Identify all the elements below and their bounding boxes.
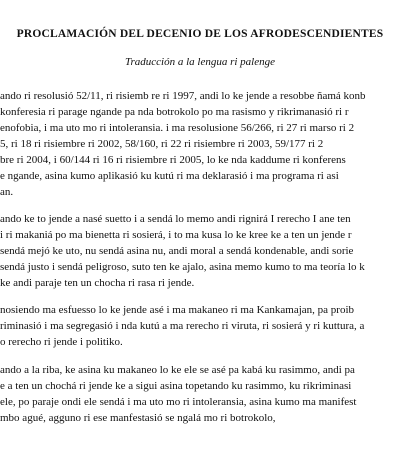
text-line: mbo agué, agguno ri ese manfestasió se ngalá mo ri botrokolo, [0, 412, 276, 424]
text-line: ando a la riba, ke asina ku makaneo lo ke ele se asé pa kabá ku rasimmo, andi pa [0, 364, 355, 376]
paragraph-1 [0, 88, 400, 200]
text-line: e ngande, asina kumo aplikasió ku kutú ri ma deklarasió i ma programa ri asi [0, 170, 339, 182]
text-line: 5, ri 18 ri risiembre ri 2002, 58/160, ri 22 ri risiembre ri 2003, 59/177 ri 2 [0, 138, 324, 150]
paragraph-3 [0, 302, 400, 350]
text-line: an. [0, 186, 14, 198]
text-line: sendá mejó ke uto, nu sendá asina nu, andi moral a sendá kondenable, andi sorie [0, 245, 354, 257]
text-line: ke andi paraje ten un chocha ri rasa ri jende. [0, 277, 195, 289]
text-line: ando ke to jende a nasé suetto i a sendá lo memo andi rignirá I rerecho I ane ten [0, 213, 351, 225]
document-title: PROCLAMACIÓN DEL DECENIO DE LOS AFRODESCENDIENTES [16, 28, 384, 40]
document-subtitle: Traducción a la lengua ri palenge [124, 56, 275, 68]
text-line: ele, po paraje ondi ele sendá i ma uto mo ri intoleransia, asina kumo ma manifest [0, 396, 357, 408]
text-line: sendá justo i sendá peligroso, suto ten ke ajalo, asina memo kumo to ma teoría lo k [0, 261, 365, 273]
text-line: bre ri 2004, i 60/144 ri 16 ri risiembre ri 2005, lo ke nda kaddume ri konferens [0, 154, 346, 166]
text-line: ando ri resolusió 52/11, ri risiemb re ri 1997, andi lo ke jende a resobbe ñamá konb [0, 90, 366, 102]
text-line: enofobia, i ma uto mo ri intoleransia. i ma resolusione 56/266, ri 27 ri marso ri 2 [0, 122, 355, 134]
paragraph-2 [0, 211, 400, 291]
text-line: o rerecho ri jende i politiko. [0, 336, 123, 348]
text-line: riminasió i ma segregasió i nda kutú a ma rerecho ri viruta, ri sosierá y ri kuttura, a [0, 320, 365, 332]
text-line: i ri makaniá po ma bienetta ri sosierá, i to ma kusa lo ke kree ke a ten un jende r [0, 229, 352, 241]
paragraph-4 [0, 362, 400, 426]
text-line: nosiendo ma esfuesso lo ke jende asé i ma makaneo ri ma Kankamajan, pa proib [0, 304, 355, 316]
text-line: konferesia ri parage ngande pa nda botrokolo po ma rasismo y rikrimanasió ri r [0, 106, 349, 118]
text-line: e a ten un chochá ri jende ke a sigui asina topetando ku rasimmo, ku rikriminasi [0, 380, 352, 392]
